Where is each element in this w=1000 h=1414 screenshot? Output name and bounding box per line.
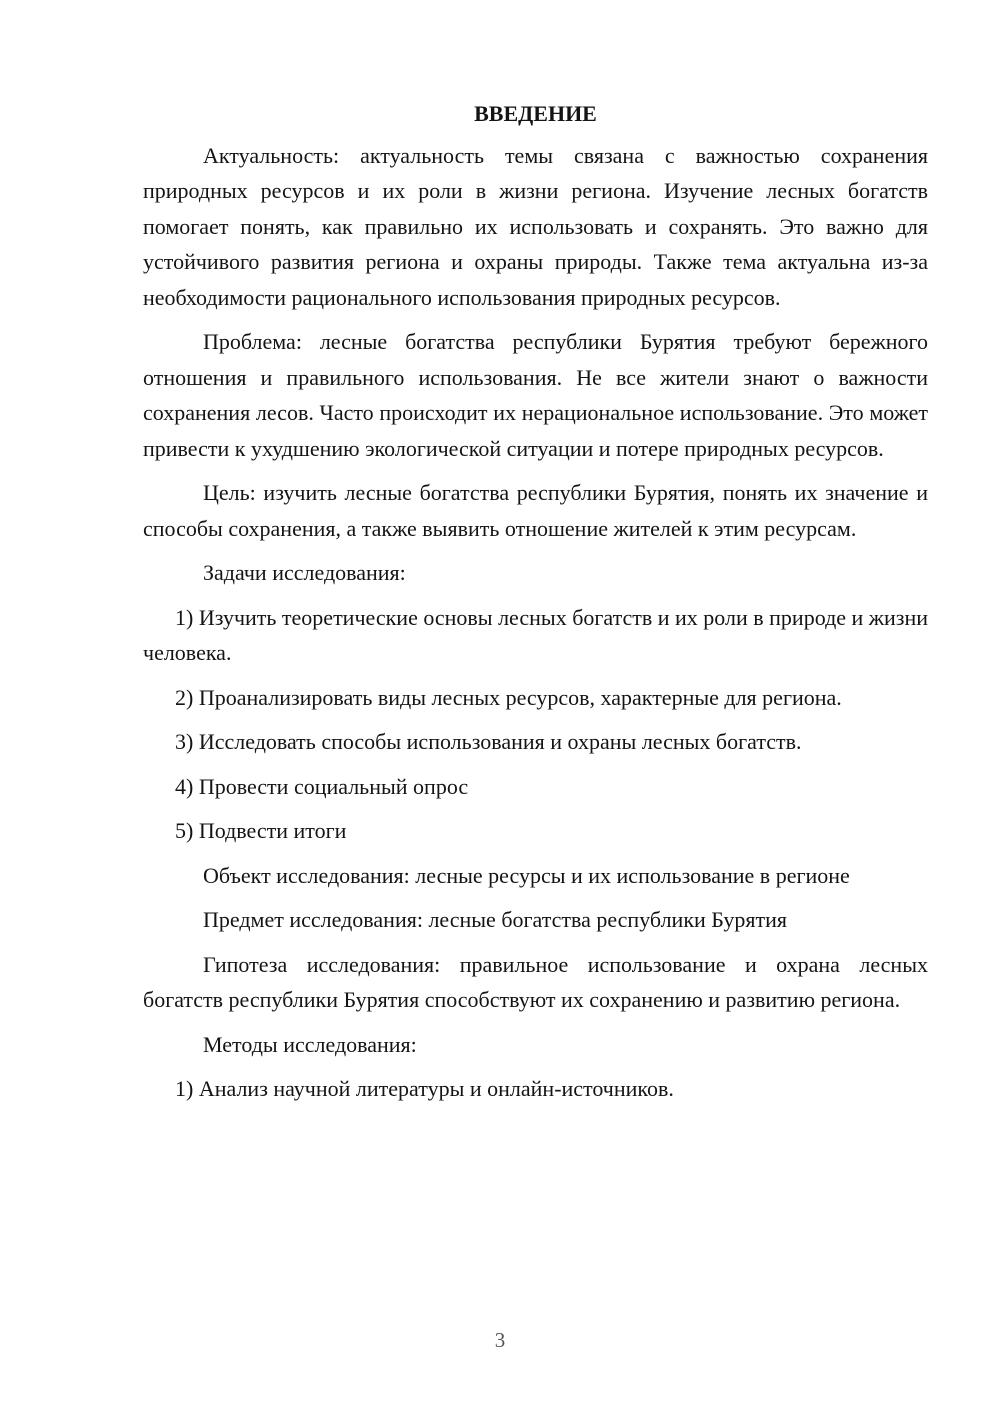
task-item-3: 3) Исследовать способы использования и охраны лесных богатств. (175, 729, 802, 754)
research-subject: Предмет исследования: лесные богатства республики Бурятия (203, 907, 787, 932)
tasks-heading: Задачи исследования: (203, 560, 406, 585)
research-hypothesis: Гипотеза исследования: правильное использование и охрана лесных богатств республики Бурятия способствуют их сохранению и развитию региона. (143, 951, 928, 1012)
method-item-1: 1) Анализ научной литературы и онлайн-источников. (175, 1076, 674, 1101)
task-item-1: 1) Изучить теоретические основы лесных богатств и их роли в природе и жизни человека. (143, 604, 929, 665)
task-item-5: 5) Подвести итоги (175, 818, 347, 843)
task-item-2: 2) Проанализировать виды лесных ресурсов, характерные для региона. (175, 684, 842, 710)
problem-paragraph: Проблема: лесные богатства республики Бурятия требуют бережного отношения и правильного использования. Не все жители знают о важности сохранения лесов. Часто происходит их нерациональное использование. Это может привести к ухудшению экологической ситуации и потере природных ресурсов. (143, 329, 928, 461)
methods-heading: Методы исследования: (203, 1031, 417, 1057)
page-content (143, 96, 928, 1116)
goal-paragraph: Цель: изучить лесные богатства республики Бурятия, понять их значение и способы сохранения, а также выявить отношение жителей к этим ресурсам. (143, 480, 928, 541)
research-object: Объект исследования: лесные ресурсы и их использование в регионе (203, 862, 850, 888)
relevance-paragraph: Актуальность: актуальность темы связана с важностью сохранения природных ресурсов и их роли в жизни региона. Изучение лесных богатств помогает понять, как правильно их использовать и сохранять. Это важно для устойчивого развития региона и охраны природы. Также тема актуальна из-за необходимости рационального использования природных ресурсов. (143, 142, 928, 310)
page-number: 3 (494, 1328, 506, 1352)
task-item-4: 4) Провести социальный опрос (175, 773, 469, 799)
page-title: ВВЕДЕНИЕ (474, 101, 597, 126)
